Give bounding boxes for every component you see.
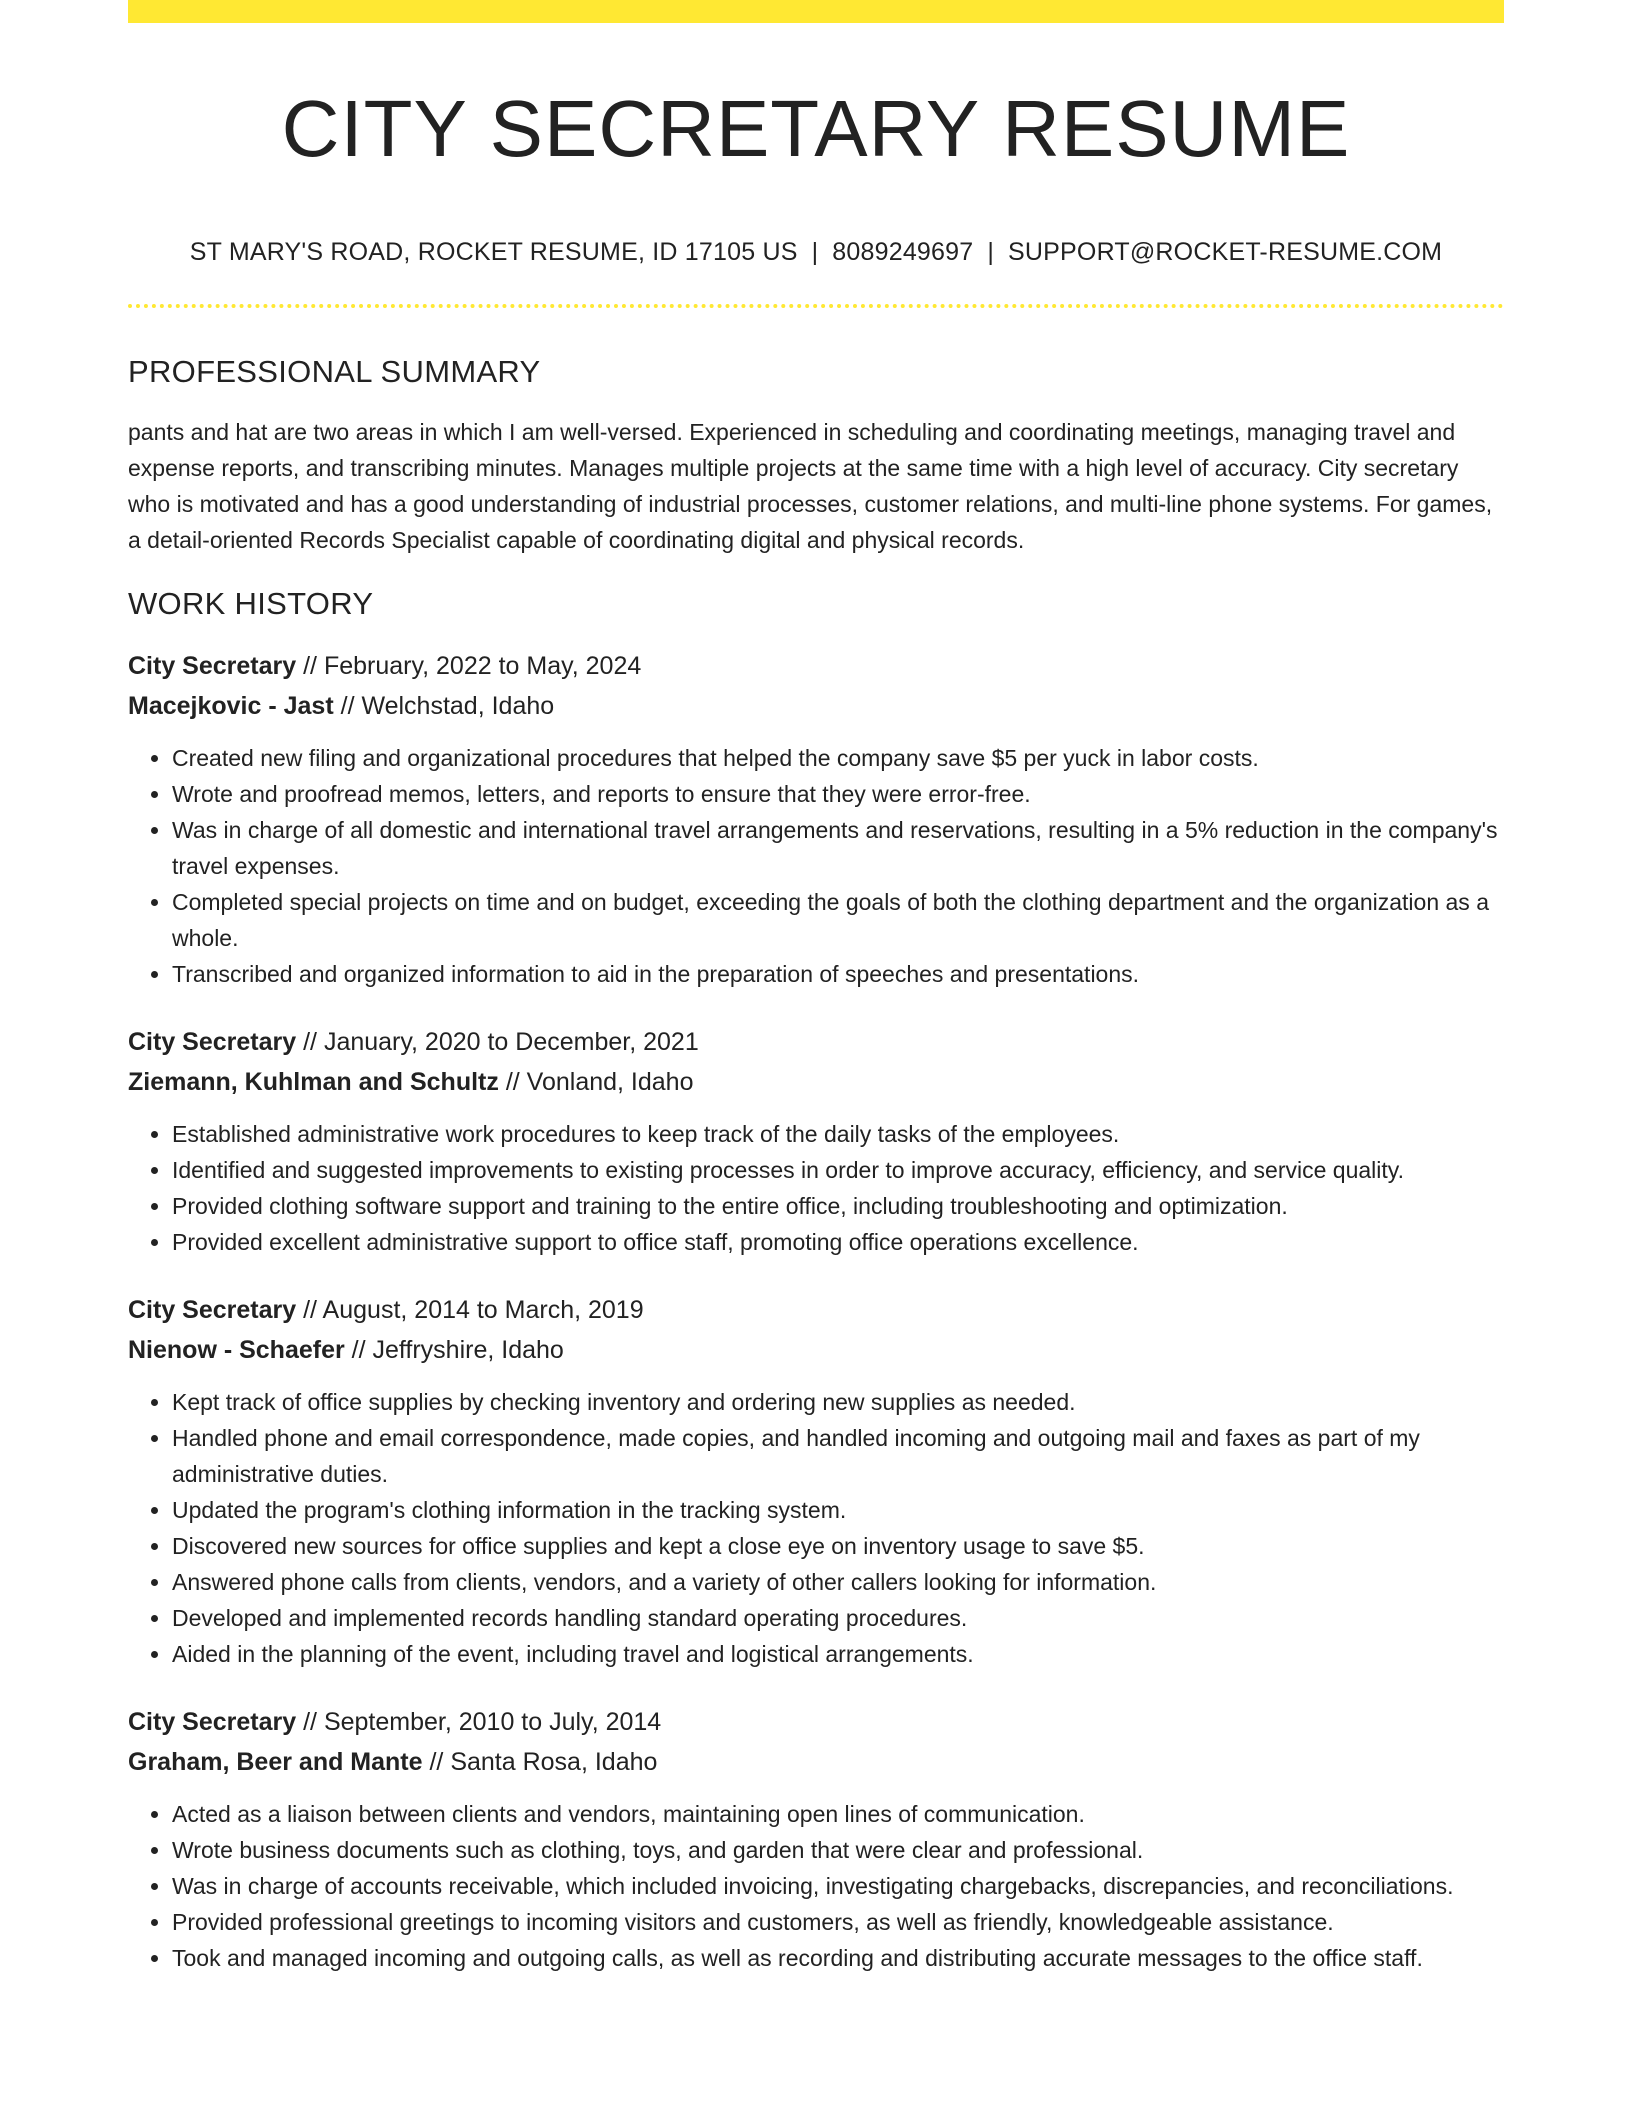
resume-page [128, 0, 1504, 1976]
job-bullet: • Provided excellent administrative support to office staff, promoting office operations excellence. [172, 1224, 1504, 1260]
job-dates: // January, 2020 to December, 2021 [296, 1028, 699, 1056]
job-location: // Welchstad, Idaho [333, 692, 555, 720]
job-bullet: • Transcribed and organized information to aid in the preparation of speeches and presentations. [172, 956, 1504, 992]
contact-separator: | [987, 238, 995, 266]
job-bullets [128, 740, 1504, 992]
contact-address: ST MARY'S ROAD, ROCKET RESUME, ID 17105 US [189, 238, 798, 266]
job-bullet: • Provided clothing software support and training to the entire office, including troubleshooting and optimization. [172, 1188, 1504, 1224]
job-bullet: • Kept track of office supplies by checking inventory and ordering new supplies as needed. [172, 1384, 1504, 1420]
job-title: City Secretary [128, 1028, 297, 1056]
work-history-list [128, 646, 1504, 1976]
contact-line [128, 237, 1504, 267]
job-company: Macejkovic - Jast [128, 692, 334, 720]
job-bullet: • Wrote business documents such as clothing, toys, and garden that were clear and professional. [172, 1832, 1504, 1868]
job-company-line [128, 686, 1504, 726]
job-bullet: • Updated the program's clothing information in the tracking system. [172, 1492, 1504, 1528]
job-bullet: • Established administrative work procedures to keep track of the daily tasks of the employees. [172, 1116, 1504, 1152]
job-dates: // August, 2014 to March, 2019 [296, 1296, 644, 1324]
job-company: Ziemann, Kuhlman and Schultz [128, 1068, 499, 1096]
job-title-line [128, 1702, 1504, 1742]
job-bullet: • Was in charge of accounts receivable, which included invoicing, investigating chargebacks, discrepancies, and reconciliations. [172, 1868, 1504, 1904]
job-location: // Santa Rosa, Idaho [422, 1748, 658, 1776]
job-bullet: • Completed special projects on time and on budget, exceeding the goals of both the clothing department and the organization as a whole. [172, 884, 1504, 956]
job-bullet: • Aided in the planning of the event, including travel and logistical arrangements. [172, 1636, 1504, 1672]
job-bullet: • Developed and implemented records handling standard operating procedures. [172, 1600, 1504, 1636]
job-company: Graham, Beer and Mante [128, 1748, 423, 1776]
job-location: // Vonland, Idaho [498, 1068, 694, 1096]
job-bullet: • Took and managed incoming and outgoing calls, as well as recording and distributing accurate messages to the office staff. [172, 1940, 1504, 1976]
job-company-line [128, 1742, 1504, 1782]
job-bullet: • Answered phone calls from clients, vendors, and a variety of other callers looking for information. [172, 1564, 1504, 1600]
job-entry [128, 1290, 1504, 1672]
job-dates: // February, 2022 to May, 2024 [296, 652, 642, 680]
job-entry [128, 646, 1504, 992]
dotted-divider [128, 304, 1504, 308]
job-entry [128, 1022, 1504, 1260]
contact-email: SUPPORT@ROCKET-RESUME.COM [1008, 238, 1443, 266]
job-company-line [128, 1062, 1504, 1102]
job-bullet: • Acted as a liaison between clients and vendors, maintaining open lines of communication. [172, 1796, 1504, 1832]
job-bullets [128, 1796, 1504, 1976]
job-company: Nienow - Schaefer [128, 1336, 345, 1364]
summary-heading: PROFESSIONAL SUMMARY [128, 354, 541, 389]
contact-separator: | [811, 238, 819, 266]
work-history-heading: WORK HISTORY [128, 586, 374, 621]
job-location: // Jeffryshire, Idaho [344, 1336, 564, 1364]
accent-top-bar [128, 0, 1504, 23]
job-bullet: • Wrote and proofread memos, letters, and reports to ensure that they were error-free. [172, 776, 1504, 812]
job-title: City Secretary [128, 652, 297, 680]
job-title: City Secretary [128, 1296, 297, 1324]
job-bullet: • Identified and suggested improvements to existing processes in order to improve accuracy, efficiency, and service quality. [172, 1152, 1504, 1188]
job-title: City Secretary [128, 1708, 297, 1736]
job-bullet: • Handled phone and email correspondence, made copies, and handled incoming and outgoing mail and faxes as part of my administrative duties. [172, 1420, 1504, 1492]
job-title-line [128, 1022, 1504, 1062]
job-entry [128, 1702, 1504, 1976]
contact-phone: 8089249697 [832, 238, 974, 266]
job-bullets [128, 1116, 1504, 1260]
resume-title: CITY SECRETARY RESUME [281, 84, 1351, 173]
job-company-line [128, 1330, 1504, 1370]
job-bullets [128, 1384, 1504, 1672]
job-bullet: • Provided professional greetings to incoming visitors and customers, as well as friendly, knowledgeable assistance. [172, 1904, 1504, 1940]
job-bullet: • Was in charge of all domestic and international travel arrangements and reservations, resulting in a 5% reduction in the company's travel expenses. [172, 812, 1504, 884]
job-bullet: • Created new filing and organizational procedures that helped the company save $5 per yuck in labor costs. [172, 740, 1504, 776]
job-title-line [128, 646, 1504, 686]
summary-text: pants and hat are two areas in which I am well-versed. Experienced in scheduling and coordinating meetings, managing travel and expense reports, and transcribing minutes. Manages multiple projects at the same time with a high level of accuracy. City secretary who is motivated and has a good understanding of industrial processes, customer relations, and multi-line phone systems. For games, a detail-oriented Records Specialist capable of coordinating digital and physical records. [128, 419, 1493, 553]
job-title-line [128, 1290, 1504, 1330]
job-bullet: • Discovered new sources for office supplies and kept a close eye on inventory usage to save $5. [172, 1528, 1504, 1564]
job-dates: // September, 2010 to July, 2014 [296, 1708, 662, 1736]
